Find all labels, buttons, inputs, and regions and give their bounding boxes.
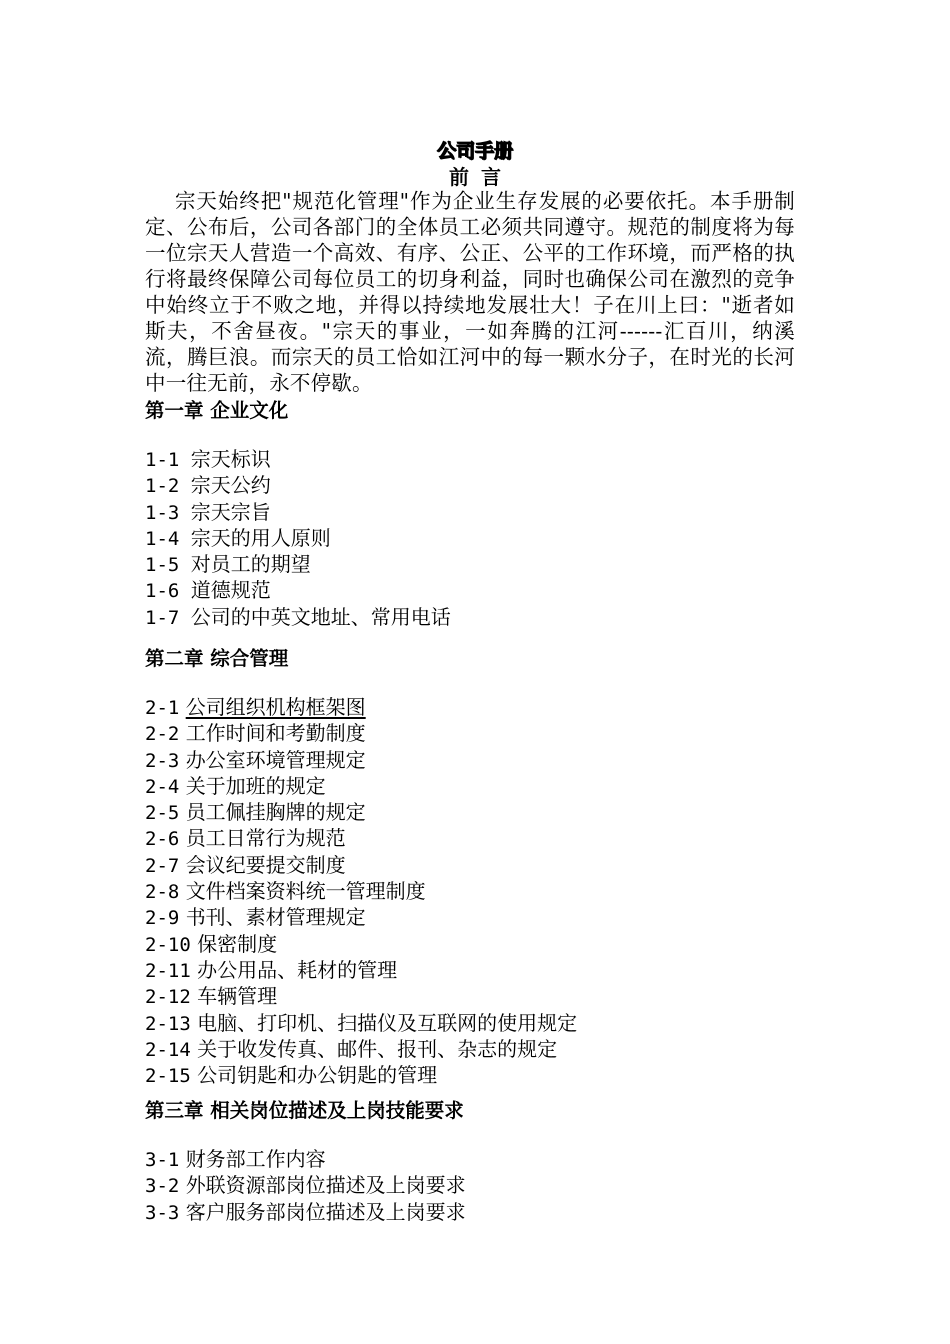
toc-item-label: 外联资源部岗位描述及上岗要求 — [185, 1173, 466, 1198]
toc-item-number: 2-2 — [145, 723, 180, 746]
toc-item-label: 宗天的用人原则 — [190, 525, 331, 550]
toc-item[interactable] — [145, 984, 577, 1010]
toc-item-number: 1-2 — [145, 475, 180, 498]
toc-item-number: 2-14 — [145, 1038, 191, 1061]
chapter-3-toc — [145, 1147, 466, 1226]
toc-item-number: 2-10 — [145, 933, 191, 956]
toc-item[interactable] — [145, 447, 451, 473]
toc-item-number: 2-3 — [145, 749, 180, 772]
chapter-1-title: 第一章 企业文化 — [145, 399, 289, 422]
toc-item[interactable] — [145, 473, 451, 499]
toc-item[interactable] — [145, 932, 577, 958]
toc-item-link[interactable]: 公司组织机构框架图 — [185, 695, 366, 719]
toc-item[interactable] — [145, 800, 577, 826]
toc-item-label: 客户服务部岗位描述及上岗要求 — [185, 1199, 466, 1224]
toc-item-label: 员工日常行为规范 — [185, 826, 346, 851]
toc-item-number: 2-1 — [145, 697, 180, 719]
toc-item[interactable] — [145, 721, 577, 747]
toc-item-number: 1-4 — [145, 527, 180, 550]
chapter-2-title: 第二章 综合管理 — [145, 647, 289, 670]
toc-item[interactable] — [145, 578, 451, 604]
toc-item[interactable] — [145, 1200, 466, 1226]
toc-item-number: 2-4 — [145, 775, 180, 798]
toc-item-number: 2-13 — [145, 1012, 191, 1035]
preface-paragraph: 宗天始终把"规范化管理"作为企业生存发展的必要依托。本手册制定、公布后，公司各部门的全体员工必须共同遵守。规范的制度将为每一位宗天人营造一个高效、有序、公正、公平的工作环境，而严格的执行将最终保障公司每位员工的切身利益，同时也确保公司在激烈的竞争中始终立于不败之地，并得以持续地发展壮大！子在川上曰："逝者如斯夫，不舍昼夜。"宗天的事业，一如奔腾的江河------汇百川，纳溪流，腾巨浪。而宗天的员工恰如江河中的每一颗水分子，在时光的长河中一往无前，永不停歇。 — [145, 189, 795, 395]
toc-item-number: 1-7 — [145, 606, 180, 629]
toc-item[interactable] — [145, 500, 451, 526]
toc-item[interactable] — [145, 552, 451, 578]
toc-item-label: 办公室环境管理规定 — [185, 747, 366, 772]
toc-item-label: 工作时间和考勤制度 — [185, 721, 366, 746]
toc-item-label: 电脑、打印机、扫描仪及互联网的使用规定 — [197, 1010, 578, 1035]
toc-item[interactable] — [145, 1147, 466, 1173]
toc-item-label: 关于加班的规定 — [185, 773, 326, 798]
toc-item-number: 2-15 — [145, 1065, 191, 1088]
toc-item[interactable] — [145, 853, 577, 879]
toc-item-number: 3-2 — [145, 1175, 180, 1198]
toc-item-label: 书刊、素材管理规定 — [185, 905, 366, 930]
toc-item-label: 财务部工作内容 — [185, 1147, 326, 1171]
toc-item-label: 道德规范 — [190, 578, 271, 603]
toc-item-label: 会议纪要提交制度 — [185, 852, 346, 877]
toc-item[interactable] — [145, 905, 577, 931]
toc-item-number: 2-7 — [145, 854, 180, 877]
toc-item-number: 2-6 — [145, 828, 180, 851]
chapter-2-toc — [145, 695, 577, 1089]
preface-heading: 前言 — [449, 165, 513, 189]
toc-item-number: 2-9 — [145, 907, 180, 930]
toc-item[interactable] — [145, 526, 451, 552]
toc-item[interactable] — [145, 826, 577, 852]
toc-item[interactable] — [145, 1063, 577, 1089]
toc-item[interactable] — [145, 1173, 466, 1199]
toc-item-label: 对员工的期望 — [190, 552, 311, 577]
toc-item-number: 2-12 — [145, 986, 191, 1009]
toc-item-label: 关于收发传真、邮件、报刊、杂志的规定 — [197, 1036, 558, 1061]
toc-item-label: 宗天宗旨 — [190, 499, 271, 524]
chapter-3-title: 第三章 相关岗位描述及上岗技能要求 — [145, 1099, 464, 1122]
toc-item-label: 公司钥匙和办公钥匙的管理 — [197, 1063, 438, 1088]
toc-item-label: 车辆管理 — [197, 984, 278, 1009]
toc-item-number: 2-11 — [145, 959, 191, 982]
toc-item-number: 1-5 — [145, 554, 180, 577]
toc-item[interactable] — [145, 879, 577, 905]
toc-item-label: 员工佩挂胸牌的规定 — [185, 800, 366, 825]
toc-item-label: 文件档案资料统一管理制度 — [185, 879, 426, 904]
toc-item-number: 1-1 — [145, 449, 180, 471]
toc-item[interactable] — [145, 958, 577, 984]
toc-item[interactable] — [145, 774, 577, 800]
toc-item-label: 保密制度 — [197, 931, 278, 956]
toc-item[interactable] — [145, 695, 577, 721]
toc-item-number: 3-1 — [145, 1149, 180, 1171]
toc-item-number: 1-6 — [145, 580, 180, 603]
toc-item-number: 3-3 — [145, 1201, 180, 1224]
toc-item[interactable] — [145, 605, 451, 631]
toc-item-label: 宗天标识 — [190, 447, 271, 471]
toc-item-label: 办公用品、耗材的管理 — [197, 957, 398, 982]
toc-item[interactable] — [145, 1011, 577, 1037]
toc-item[interactable] — [145, 1037, 577, 1063]
toc-item-label: 公司的中英文地址、常用电话 — [190, 604, 451, 629]
toc-item-number: 2-8 — [145, 881, 180, 904]
document-title: 公司手册 — [436, 140, 513, 162]
toc-item-number: 2-5 — [145, 802, 180, 825]
toc-item-number: 1-3 — [145, 501, 180, 524]
chapter-1-toc — [145, 447, 451, 631]
toc-item-label: 宗天公约 — [190, 473, 271, 498]
toc-item[interactable] — [145, 748, 577, 774]
